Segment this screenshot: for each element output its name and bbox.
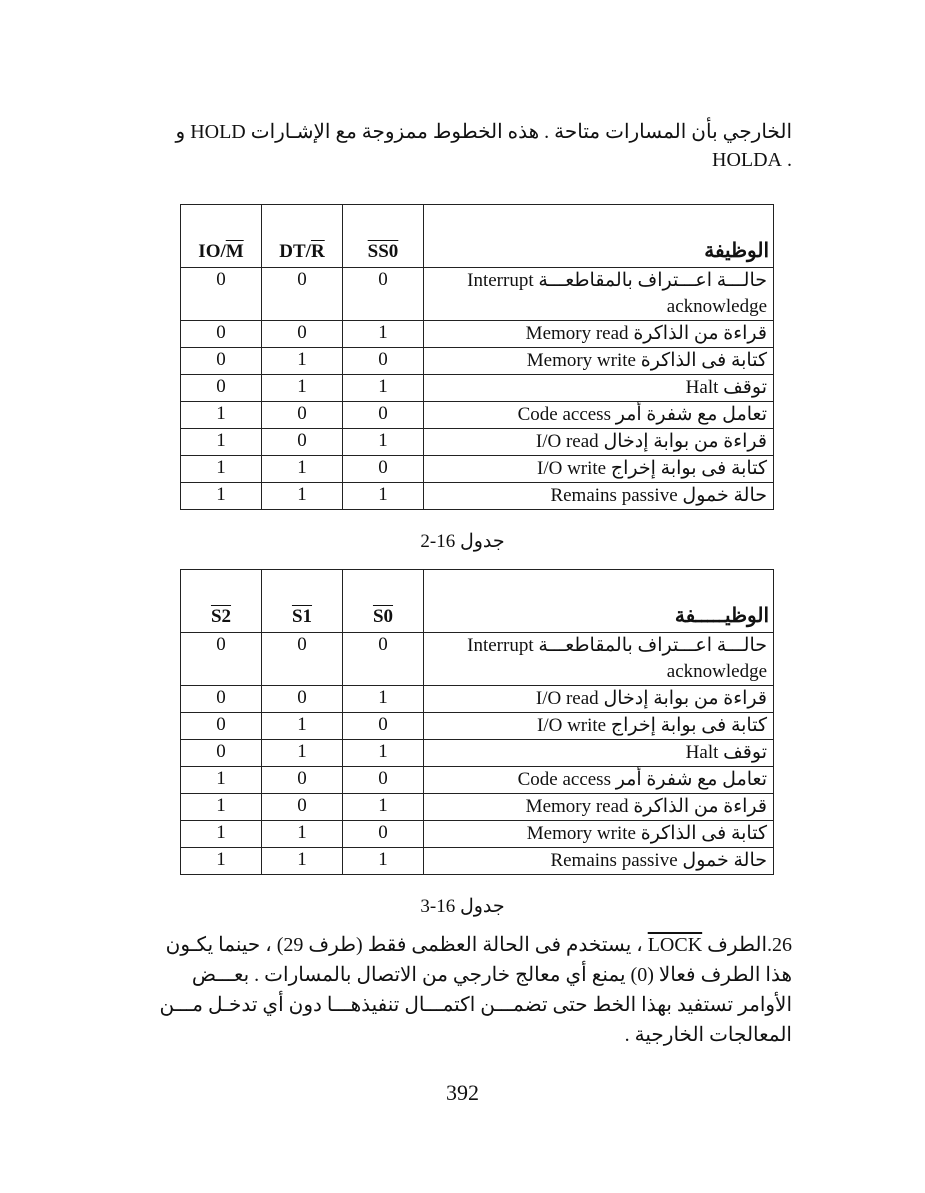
table-row: 1 1 0 كتابة فى بوابة إخراج I/O write <box>181 456 774 483</box>
table-row: 1 1 0 كتابة فى الذاكرة Memory write <box>181 821 774 848</box>
table-2-caption: جدول 16-3 <box>420 896 505 917</box>
header-io-m: $IO/\overline{M}$ <box>181 205 262 268</box>
function-cell: حالـــة اعـــتراف بالمقاطعـــة Interrupt acknowledge <box>424 268 774 321</box>
header-dt-r: $DT/\overline{R}$ <box>262 205 343 268</box>
function-cell: حالة خمول Remains passive <box>424 483 774 510</box>
para-line-4: المعالجات الخارجية . <box>624 1024 792 1046</box>
function-cell: حالـــة اعـــتراف بالمقاطعـــة Interrupt acknowledge <box>424 633 774 686</box>
function-cell: تعامل مع شفرة أمر Code access <box>424 767 774 794</box>
header-s2: S2 <box>181 570 262 633</box>
para-line-3: الأوامر تستفيد بهذا الخط حتى تضمـــن اكتمـــال تنفيذهـــا دون أي تدخـل مـــن <box>159 994 792 1016</box>
table-header-row <box>181 205 774 268</box>
function-cell: كتابة فى بوابة إخراج I/O write <box>424 713 774 740</box>
function-cell: توقف Halt <box>424 740 774 767</box>
table-row: 0 1 0 كتابة فى بوابة إخراج I/O write <box>181 713 774 740</box>
function-cell: كتابة فى بوابة إخراج I/O write <box>424 456 774 483</box>
para-line-1: 26.الطرف LOCK ، يستخدم فى الحالة العظمى فقط (طرف 29) ، حينما يكـون <box>165 934 792 956</box>
page-number: 392 <box>446 1080 479 1105</box>
table-row: 0 0 0 حالـــة اعـــتراف بالمقاطعـــة Interrupt acknowledge <box>181 268 774 321</box>
table-row: 1 1 1 حالة خمول Remains passive <box>181 483 774 510</box>
intro-text <box>150 118 792 174</box>
function-cell: حالة خمول Remains passive <box>424 848 774 875</box>
function-cell: كتابة فى الذاكرة Memory write <box>424 821 774 848</box>
table-row: 1 0 1 قراءة من بوابة إدخال I/O read <box>181 429 774 456</box>
function-cell: توقف Halt <box>424 375 774 402</box>
function-cell: كتابة فى الذاكرة Memory write <box>424 348 774 375</box>
table-row: 0 0 1 قراءة من بوابة إدخال I/O read <box>181 686 774 713</box>
table-row: 0 0 0 حالـــة اعـــتراف بالمقاطعـــة Interrupt acknowledge <box>181 633 774 686</box>
table-row: 0 0 1 قراءة من الذاكرة Memory read <box>181 321 774 348</box>
function-cell: قراءة من بوابة إدخال I/O read <box>424 429 774 456</box>
function-cell: قراءة من الذاكرة Memory read <box>424 794 774 821</box>
header-ss0: SS0 <box>343 205 424 268</box>
table-row: 0 1 1 توقف Halt <box>181 375 774 402</box>
table-row: 1 0 1 قراءة من الذاكرة Memory read <box>181 794 774 821</box>
signal-table-1 <box>180 204 774 510</box>
para-line-2: هذا الطرف فعالا (0) يمنع أي معالج خارجي من الاتصال بالمسارات . بعـــض <box>191 964 792 986</box>
header-function: الوظيفة <box>424 205 774 268</box>
table-row: 0 1 0 كتابة فى الذاكرة Memory write <box>181 348 774 375</box>
header-s0: S0 <box>343 570 424 633</box>
header-s1: S1 <box>262 570 343 633</box>
signal-table-2 <box>180 569 774 875</box>
function-cell: قراءة من بوابة إدخال I/O read <box>424 686 774 713</box>
header-function: الوظيـــــفة <box>424 570 774 633</box>
lock-signal: LOCK <box>647 934 703 956</box>
table-1-caption: جدول 16-2 <box>420 531 505 552</box>
table-header-row <box>181 570 774 633</box>
function-cell: تعامل مع شفرة أمر Code access <box>424 402 774 429</box>
table-row: 0 1 1 توقف Halt <box>181 740 774 767</box>
table-row: 1 0 0 تعامل مع شفرة أمر Code access <box>181 402 774 429</box>
table-row: 1 1 1 حالة خمول Remains passive <box>181 848 774 875</box>
table-row: 1 0 0 تعامل مع شفرة أمر Code access <box>181 767 774 794</box>
item-number: 26. <box>767 934 792 956</box>
lock-paragraph <box>150 930 792 1050</box>
intro-line-2: . HOLDA <box>712 149 792 171</box>
function-cell: قراءة من الذاكرة Memory read <box>424 321 774 348</box>
intro-line-1: الخارجي بأن المسارات متاحة . هذه الخطوط ممزوجة مع الإشـارات HOLD و <box>175 121 792 143</box>
